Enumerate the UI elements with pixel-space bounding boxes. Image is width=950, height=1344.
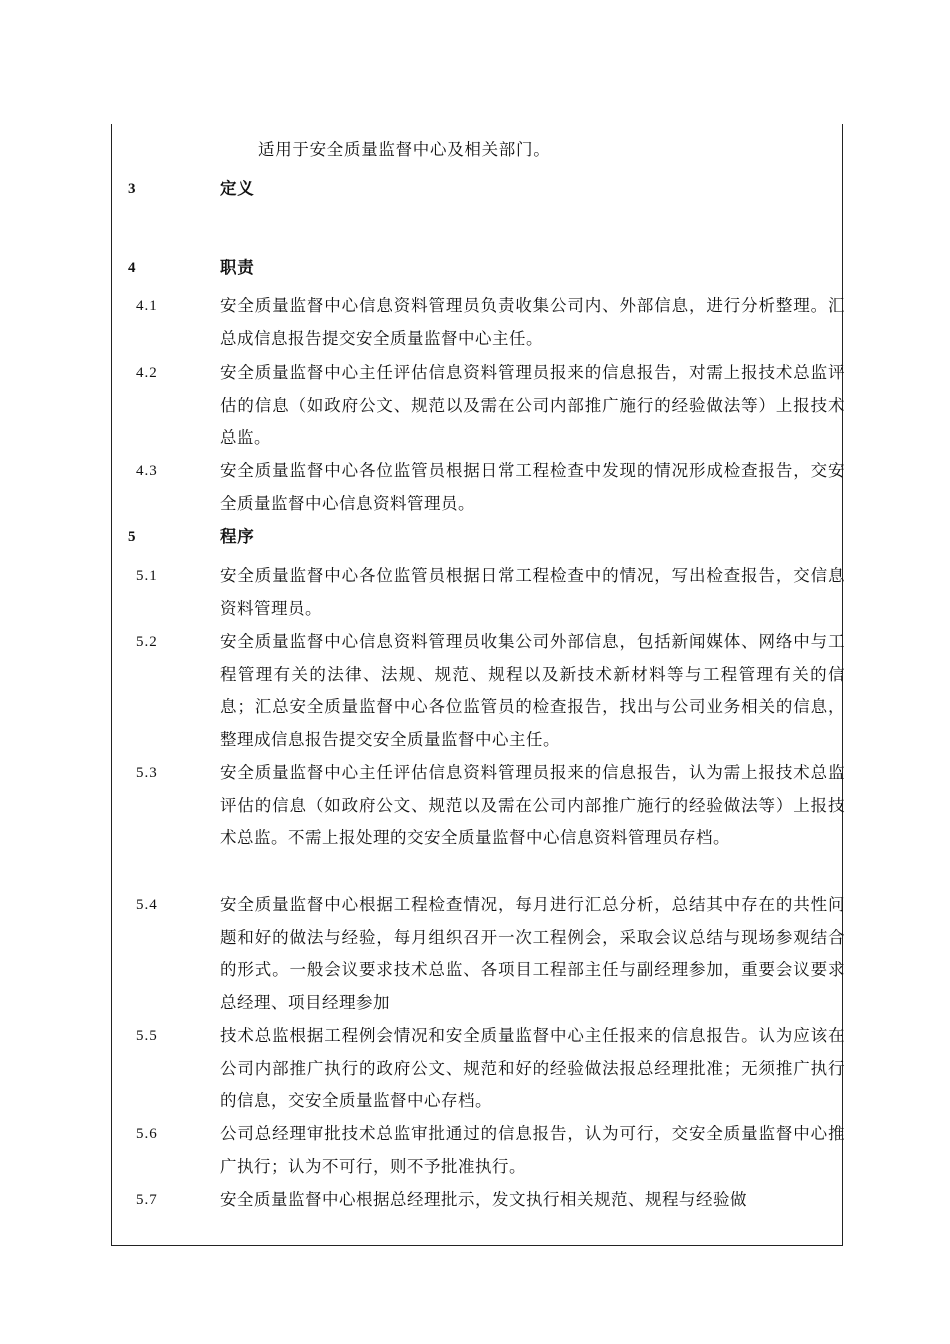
item-5-6-number: 5.6 (136, 1126, 158, 1142)
item-5-6-text: 公司总经理审批技术总监审批通过的信息报告，认为可行，交安全质量监督中心推广执行；认为不可行，则不予批准执行。 (220, 1124, 845, 1176)
section-3-title: 定义 (220, 179, 255, 198)
item-5-4-number: 5.4 (136, 897, 158, 913)
item-5-5-number: 5.5 (136, 1028, 158, 1044)
item-4-2-text: 安全质量监督中心主任评估信息资料管理员报来的信息报告，对需上报技术总监评估的信息（如政府公文、规范以及需在公司内部推广施行的经验做法等）上报技术总监。 (220, 363, 845, 447)
section-4-number: 4 (128, 260, 137, 276)
item-4-3-number: 4.3 (136, 463, 158, 479)
section-4-title: 职责 (220, 258, 255, 277)
item-5-1-text: 安全质量监督中心各位监管员根据日常工程检查中的情况，写出检查报告，交信息资料管理员。 (220, 566, 845, 618)
item-4-2-number: 4.2 (136, 365, 158, 381)
item-5-3-number: 5.3 (136, 765, 158, 781)
item-5-2-number: 5.2 (136, 634, 158, 650)
item-4-1-text: 安全质量监督中心信息资料管理员负责收集公司内、外部信息，进行分析整理。汇总成信息报告提交安全质量监督中心主任。 (220, 296, 845, 348)
item-5-5-text: 技术总监根据工程例会情况和安全质量监督中心主任报来的信息报告。认为应该在公司内部推广执行的政府公文、规范和好的经验做法报总经理批准；无须推广执行的信息，交安全质量监督中心存档。 (220, 1026, 845, 1110)
section-3-number: 3 (128, 181, 137, 197)
item-5-3-text: 安全质量监督中心主任评估信息资料管理员报来的信息报告，认为需上报技术总监评估的信息（如政府公文、规范以及需在公司内部推广施行的经验做法等）上报技术总监。不需上报处理的交安全质量监督中心信息资料管理员存档。 (220, 763, 845, 847)
item-5-7-text: 安全质量监督中心根据总经理批示，发文执行相关规范、规程与经验做 (220, 1190, 747, 1209)
item-4-1-number: 4.1 (136, 298, 158, 314)
item-5-2-text: 安全质量监督中心信息资料管理员收集公司外部信息，包括新闻媒体、网络中与工程管理有关的法律、法规、规范、规程以及新技术新材料等与工程管理有关的信息；汇总安全质量监督中心各位监管员的检查报告，找出与公司业务相关的信息，整理成信息报告提交安全质量监督中心主任。 (220, 632, 845, 749)
section-5-number: 5 (128, 529, 137, 545)
section-5-title: 程序 (220, 527, 255, 546)
scope-text: 适用于安全质量监督中心及相关部门。 (258, 140, 551, 159)
item-4-3-text: 安全质量监督中心各位监管员根据日常工程检查中发现的情况形成检查报告，交安全质量监督中心信息资料管理员。 (220, 461, 845, 513)
item-5-4-text: 安全质量监督中心根据工程检查情况，每月进行汇总分析，总结其中存在的共性问题和好的做法与经验，每月组织召开一次工程例会，采取会议总结与现场参观结合的形式。一般会议要求技术总监、各项目工程部主任与副经理参加，重要会议要求总经理、项目经理参加 (220, 895, 845, 1012)
item-5-7-number: 5.7 (136, 1192, 158, 1208)
item-5-1-number: 5.1 (136, 568, 158, 584)
